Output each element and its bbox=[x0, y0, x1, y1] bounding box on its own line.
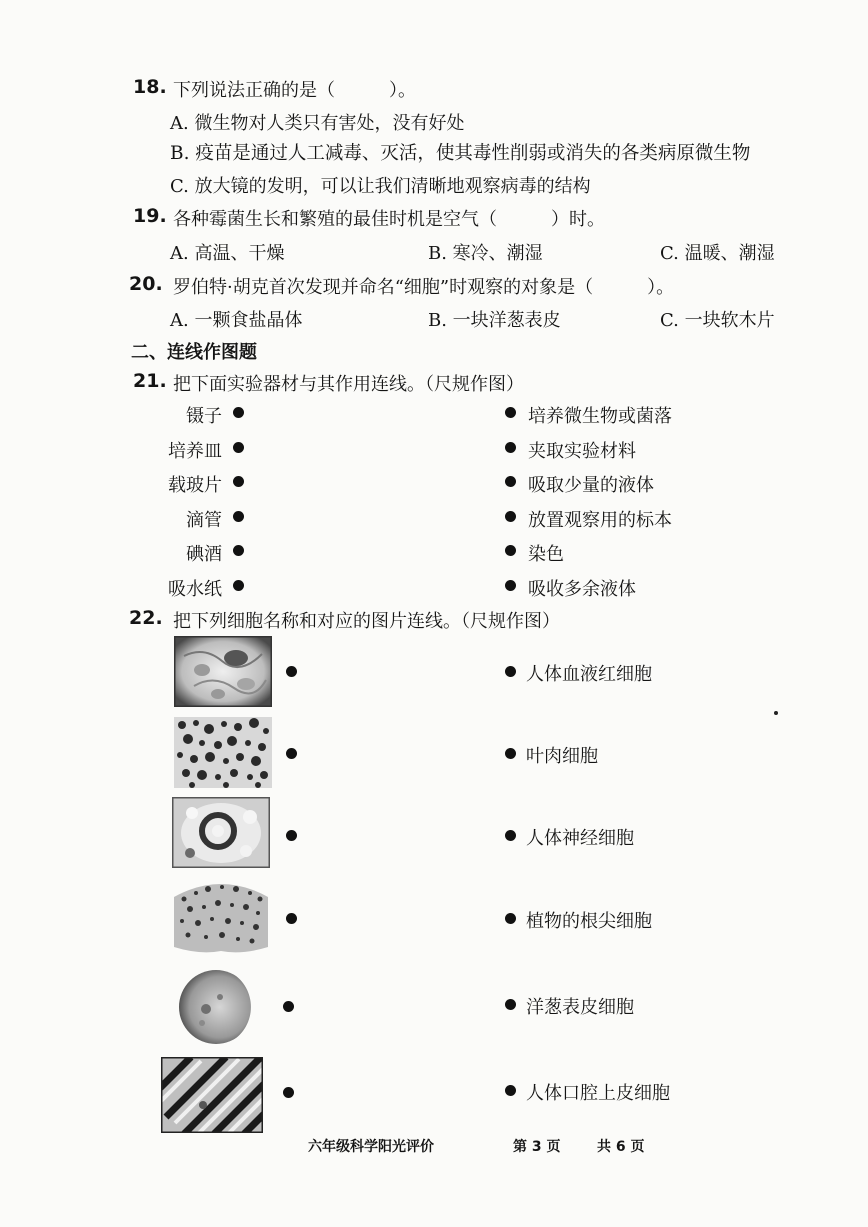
q22-right-item: 植物的根尖细胞 bbox=[526, 911, 652, 932]
connector-dot[interactable] bbox=[505, 442, 516, 453]
connector-dot[interactable] bbox=[233, 476, 244, 487]
footer-total-pages: 共 6 页 bbox=[597, 1139, 645, 1155]
connector-dot[interactable] bbox=[505, 913, 516, 924]
micrograph-6-image bbox=[161, 1057, 263, 1133]
q20-stem: 罗伯特·胡克首次发现并命名“细胞”时观察的对象是（ ）。 bbox=[173, 277, 675, 298]
q22-stem: 把下列细胞名称和对应的图片连线。（尺规作图） bbox=[173, 611, 560, 632]
micrograph-1-image bbox=[174, 636, 272, 707]
q19-option-c: C. 温暖、潮湿 bbox=[660, 243, 775, 264]
q20-option-c: C. 一块软木片 bbox=[660, 310, 775, 331]
connector-dot[interactable] bbox=[286, 913, 297, 924]
q18-option-c: C. 放大镜的发明，可以让我们清晰地观察病毒的结构 bbox=[170, 176, 591, 197]
connector-dot[interactable] bbox=[505, 1085, 516, 1096]
connector-dot[interactable] bbox=[283, 1087, 294, 1098]
q22-right-item: 叶肉细胞 bbox=[526, 746, 598, 767]
q21-left-item: 滴管 bbox=[186, 510, 222, 531]
q21-left-item: 培养皿 bbox=[168, 441, 222, 462]
q21-right-item: 培养微生物或菌落 bbox=[528, 406, 672, 427]
connector-dot[interactable] bbox=[233, 442, 244, 453]
connector-dot[interactable] bbox=[505, 476, 516, 487]
connector-dot[interactable] bbox=[233, 407, 244, 418]
q21-right-item: 夹取实验材料 bbox=[528, 441, 636, 462]
micrograph-3-image bbox=[172, 797, 270, 868]
q20-option-b: B. 一块洋葱表皮 bbox=[428, 310, 561, 331]
connector-dot[interactable] bbox=[286, 748, 297, 759]
connector-dot[interactable] bbox=[286, 830, 297, 841]
q21-right-item: 放置观察用的标本 bbox=[528, 510, 672, 531]
micrograph-2-image bbox=[174, 717, 272, 788]
q22-right-item: 洋葱表皮细胞 bbox=[526, 997, 634, 1018]
connector-dot[interactable] bbox=[286, 666, 297, 677]
q21-left-item: 镊子 bbox=[186, 406, 222, 427]
connector-dot[interactable] bbox=[505, 407, 516, 418]
q21-left-item: 载玻片 bbox=[168, 475, 222, 496]
q18-option-b: B. 疫苗是通过人工减毒、灭活，使其毒性削弱或消失的各类病原微生物 bbox=[170, 143, 751, 164]
q21-left-item: 吸水纸 bbox=[168, 579, 222, 600]
micrograph-5-image bbox=[172, 967, 262, 1047]
q18-stem: 下列说法正确的是（ ）。 bbox=[173, 80, 416, 101]
connector-dot[interactable] bbox=[233, 511, 244, 522]
stray-mark bbox=[774, 711, 778, 715]
q21-right-item: 染色 bbox=[528, 544, 564, 565]
q21-left-item: 碘酒 bbox=[186, 544, 222, 565]
q21-number: 21. bbox=[133, 370, 167, 392]
q22-right-item: 人体神经细胞 bbox=[526, 828, 634, 849]
connector-dot[interactable] bbox=[233, 545, 244, 556]
q18-option-a: A. 微生物对人类只有害处，没有好处 bbox=[170, 113, 465, 134]
connector-dot[interactable] bbox=[505, 511, 516, 522]
footer-subject: 六年级科学阳光评价 bbox=[308, 1139, 434, 1155]
connector-dot[interactable] bbox=[283, 1001, 294, 1012]
q22-right-item: 人体血液红细胞 bbox=[526, 664, 652, 685]
connector-dot[interactable] bbox=[233, 580, 244, 591]
section-title: 二、连线作图题 bbox=[131, 342, 257, 363]
connector-dot[interactable] bbox=[505, 748, 516, 759]
q19-option-b: B. 寒冷、潮湿 bbox=[428, 243, 543, 264]
q20-option-a: A. 一颗食盐晶体 bbox=[170, 310, 303, 331]
q18-number: 18. bbox=[133, 76, 167, 98]
q22-right-item: 人体口腔上皮细胞 bbox=[526, 1083, 670, 1104]
connector-dot[interactable] bbox=[505, 830, 516, 841]
footer-page-number: 第 3 页 bbox=[513, 1139, 561, 1155]
connector-dot[interactable] bbox=[505, 999, 516, 1010]
connector-dot[interactable] bbox=[505, 666, 516, 677]
connector-dot[interactable] bbox=[505, 580, 516, 591]
q19-number: 19. bbox=[133, 205, 167, 227]
micrograph-4-image bbox=[172, 877, 270, 957]
connector-dot[interactable] bbox=[505, 545, 516, 556]
q21-stem: 把下面实验器材与其作用连线。（尺规作图） bbox=[173, 374, 524, 395]
q19-option-a: A. 高温、干燥 bbox=[170, 243, 285, 264]
q19-stem: 各种霉菌生长和繁殖的最佳时机是空气（ ）时。 bbox=[173, 209, 605, 230]
q21-right-item: 吸收多余液体 bbox=[528, 579, 636, 600]
q21-right-item: 吸取少量的液体 bbox=[528, 475, 654, 496]
q20-number: 20. bbox=[129, 273, 163, 295]
q22-number: 22. bbox=[129, 607, 163, 629]
